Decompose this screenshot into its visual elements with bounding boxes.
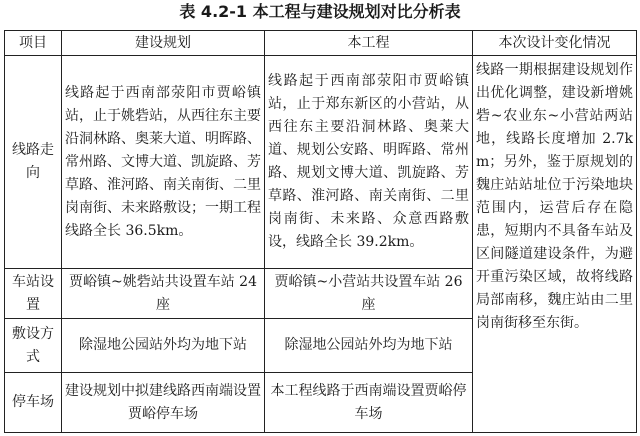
comparison-table xyxy=(4,30,637,433)
change-description: 线路一期根据建设规划作出优化调整，建设新增姚砦~农业东~小营站两站地，线路长度增加 2.7km；另外，鉴于原规划的魏庄站站址位于污染地块范围内，运营后存在隐患，短期内不具备车站及区间隧道建设条件，为避开重污染区域，故将线路局部南移，魏庄站由二里岗南街移至东街。 xyxy=(473,56,637,433)
row-item-depot: 停车场 xyxy=(5,373,62,433)
row-plan-route: 线路起于西南部荥阳市贾峪镇站，止于姚砦站，从西往东主要沿洞林路、奥莱大道、明晖路、常州路、文博大道、凯旋路、芳草路、淮河路、南关南街、二里岗南街、未来路敷设；一期工程线路全长 36.5km。 xyxy=(62,56,265,269)
row-item-stations: 车站设置 xyxy=(5,269,62,319)
header-project: 本工程 xyxy=(265,31,473,56)
header-row xyxy=(5,31,637,56)
header-change: 本次设计变化情况 xyxy=(473,31,637,56)
header-plan: 建设规划 xyxy=(62,31,265,56)
row-project-route: 线路起于西南部荥阳市贾峪镇站，止于郑东新区的小营站，从西往东主要沿洞林路、奥莱大道、规划公安路、明晖路、常州路、规划文博大道、凯旋路、芳草路、淮河路、南关南街、二里岗南街、未来路、众意西路敷设，线路全长 39.2km。 xyxy=(265,56,473,269)
row-plan-depot: 建设规划中拟建线路西南端设置贾峪停车场 xyxy=(62,373,265,433)
header-item: 项目 xyxy=(5,31,62,56)
table-row xyxy=(5,56,637,269)
row-project-stations: 贾峪镇~小营站共设置车站 26 座 xyxy=(265,269,473,319)
row-item-laying: 敷设方式 xyxy=(5,319,62,373)
row-item-route: 线路走向 xyxy=(5,56,62,269)
table-title: 表 4.2-1 本工程与建设规划对比分析表 xyxy=(179,2,461,21)
row-project-depot: 本工程线路于西南端设置贾峪停车场 xyxy=(265,373,473,433)
row-plan-laying: 除湿地公园站外均为地下站 xyxy=(62,319,265,373)
row-project-laying: 除湿地公园站外均为地下站 xyxy=(265,319,473,373)
row-plan-stations: 贾峪镇~姚砦站共设置车站 24 座 xyxy=(62,269,265,319)
